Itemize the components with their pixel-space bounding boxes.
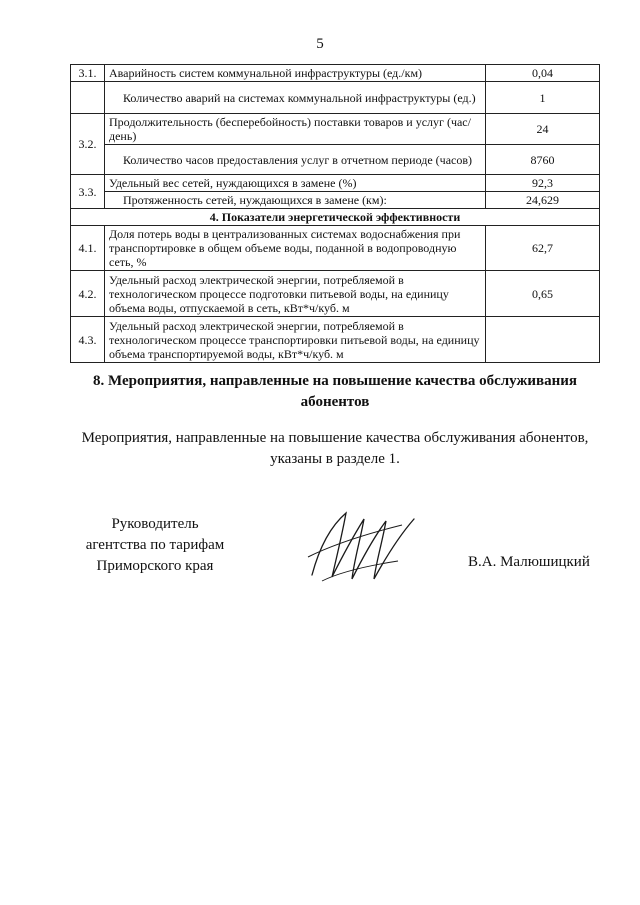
row-value: 62,7 (486, 226, 600, 271)
row-number (71, 82, 105, 114)
position-line: агентства по тарифам (85, 537, 225, 553)
signatory-position (80, 514, 230, 577)
table-row (71, 226, 600, 271)
row-value: 8760 (486, 145, 600, 175)
row-label: Протяженность сетей, нуждающихся в замене (км): (105, 192, 486, 209)
row-label: Количество аварий на системах коммунальной инфраструктуры (ед.) (105, 82, 486, 114)
row-label: Удельный расход электрической энергии, потребляемой в технологическом процессе подготовки питьевой воды, на единицу объема воды, отпускаемой в сеть, кВт*ч/куб. м (105, 271, 486, 317)
signer-name: В.А. Малюшицкий (468, 554, 590, 570)
row-label: Аварийность систем коммунальной инфраструктуры (ед./км) (105, 65, 486, 82)
row-value: 92,3 (486, 175, 600, 192)
row-label: Продолжительность (бесперебойность) поставки товаров и услуг (час/день) (105, 114, 486, 145)
page-number: 5 (316, 36, 324, 52)
table-row (71, 114, 600, 145)
row-value: 24,629 (486, 192, 600, 209)
section-text: Мероприятия, направленные на повышение качества обслуживания абонентов, указаны в разделе 1. (81, 430, 589, 467)
table-row (71, 192, 600, 209)
table-row (71, 175, 600, 192)
row-number: 3.2. (71, 114, 105, 175)
table-row (71, 65, 600, 82)
row-number: 3.1. (71, 65, 105, 82)
indicators-table (70, 64, 600, 363)
section-heading: 8. Мероприятия, направленные на повышение качества обслуживания абонентов (92, 373, 577, 410)
table-row (71, 317, 600, 363)
row-value (486, 317, 600, 363)
table-row (71, 271, 600, 317)
row-label: Количество часов предоставления услуг в отчетном периоде (часов) (105, 145, 486, 175)
handwritten-signature (302, 505, 422, 585)
row-value: 1 (486, 82, 600, 114)
row-number: 4.1. (71, 226, 105, 271)
row-value: 0,04 (486, 65, 600, 82)
position-line: Приморского края (96, 558, 214, 574)
table-row (71, 145, 600, 175)
row-number: 4.2. (71, 271, 105, 317)
row-value: 0,65 (486, 271, 600, 317)
row-number: 3.3. (71, 175, 105, 209)
row-label: Удельный расход электрической энергии, потребляемой в технологическом процессе транспортировки питьевой воды, на единицу объема транспортируемой воды, кВт*ч/куб. м (105, 317, 486, 363)
position-line: Руководитель (111, 516, 199, 532)
row-value: 24 (486, 114, 600, 145)
row-label: Доля потерь воды в централизованных системах водоснабжения при транспортировке в общем объеме воды, поданной в водопроводную сеть, % (105, 226, 486, 271)
row-label: Удельный вес сетей, нуждающихся в замене (%) (105, 175, 486, 192)
section-title: 4. Показатели энергетической эффективности (71, 209, 600, 226)
row-number: 4.3. (71, 317, 105, 363)
section-row (71, 209, 600, 226)
table-row (71, 82, 600, 114)
